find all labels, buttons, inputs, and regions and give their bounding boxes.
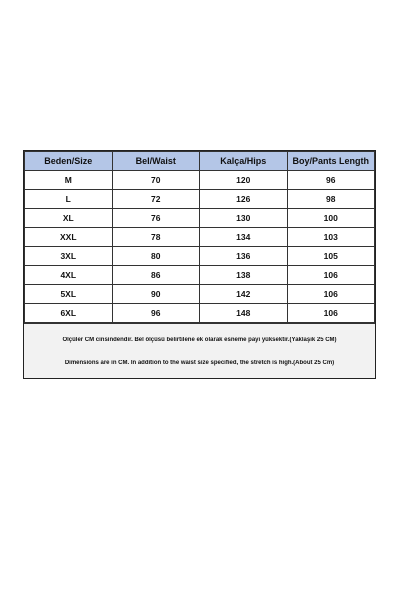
table-row — [25, 228, 375, 247]
cell-hips: 136 — [200, 247, 288, 266]
cell-waist: 96 — [112, 304, 200, 323]
cell-size: 3XL — [25, 247, 113, 266]
cell-pants-length: 106 — [287, 266, 375, 285]
header-size: Beden/Size — [25, 152, 113, 171]
cell-size: M — [25, 171, 113, 190]
cell-waist: 86 — [112, 266, 200, 285]
cell-pants-length: 103 — [287, 228, 375, 247]
cell-pants-length: 96 — [287, 171, 375, 190]
table-row — [25, 285, 375, 304]
cell-size: XXL — [25, 228, 113, 247]
cell-hips: 120 — [200, 171, 288, 190]
cell-hips: 126 — [200, 190, 288, 209]
table-row — [25, 266, 375, 285]
cell-waist: 78 — [112, 228, 200, 247]
table-row — [25, 304, 375, 323]
cell-pants-length: 98 — [287, 190, 375, 209]
cell-size: 5XL — [25, 285, 113, 304]
cell-waist: 70 — [112, 171, 200, 190]
cell-pants-length: 106 — [287, 304, 375, 323]
header-waist: Bel/Waist — [112, 152, 200, 171]
cell-hips: 138 — [200, 266, 288, 285]
size-chart — [23, 150, 376, 379]
cell-size: 6XL — [25, 304, 113, 323]
cell-waist: 90 — [112, 285, 200, 304]
size-table — [24, 151, 375, 323]
table-row — [25, 171, 375, 190]
table-row — [25, 209, 375, 228]
table-row — [25, 190, 375, 209]
cell-waist: 72 — [112, 190, 200, 209]
cell-waist: 76 — [112, 209, 200, 228]
note-turkish: Ölçüler CM cinsindendir. Bel ölçüsü belirtilene ek olarak esneme payı yüksektir.(Yaklaşık 25 CM) — [62, 336, 337, 343]
cell-size: L — [25, 190, 113, 209]
cell-size: XL — [25, 209, 113, 228]
note-english: Dimensions are in CM. In addition to the waist size specified, the stretch is high.(About 25 Cm) — [64, 359, 335, 366]
cell-hips: 148 — [200, 304, 288, 323]
header-hips: Kalça/Hips — [200, 152, 288, 171]
cell-hips: 142 — [200, 285, 288, 304]
cell-pants-length: 100 — [287, 209, 375, 228]
cell-pants-length: 105 — [287, 247, 375, 266]
table-row — [25, 247, 375, 266]
table-header-row — [25, 152, 375, 171]
cell-pants-length: 106 — [287, 285, 375, 304]
measurement-notes — [24, 323, 375, 378]
cell-size: 4XL — [25, 266, 113, 285]
cell-waist: 80 — [112, 247, 200, 266]
header-pants-length: Boy/Pants Length — [287, 152, 375, 171]
cell-hips: 134 — [200, 228, 288, 247]
cell-hips: 130 — [200, 209, 288, 228]
